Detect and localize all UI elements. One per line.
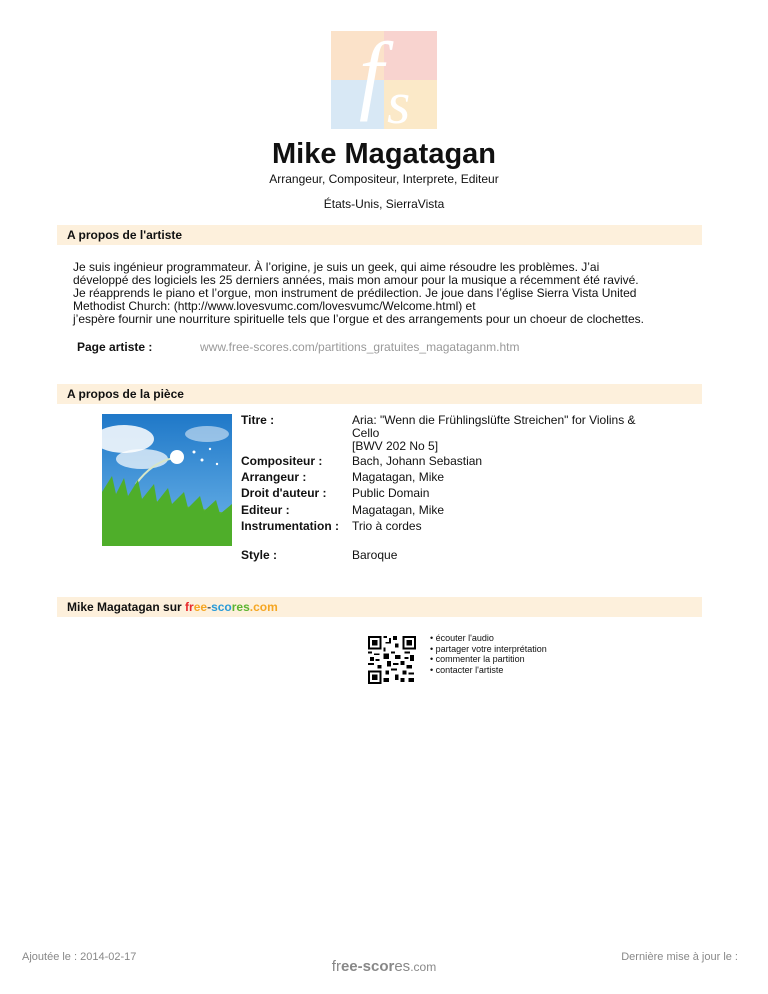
arranger-label: Arrangeur :: [241, 470, 307, 484]
artist-page-link[interactable]: www.free-scores.com/partitions_gratuites_magataganm.htm: [200, 340, 520, 354]
brand-part: ee-scor: [340, 958, 395, 975]
style-value: Baroque: [352, 548, 398, 562]
brand-part: es: [394, 958, 411, 975]
site-part: -: [207, 600, 212, 614]
about-piece-header: [57, 384, 702, 404]
site-part: sco: [211, 600, 232, 614]
free-scores-logo: [331, 31, 437, 129]
about-artist-header: [57, 225, 702, 245]
site-part: res: [231, 600, 250, 614]
added-date: Ajoutée le : 2014-02-17: [22, 951, 137, 963]
on-site-header: [57, 597, 702, 617]
site-part: ee: [193, 600, 208, 614]
copyright-label: Droit d'auteur :: [241, 486, 327, 500]
publisher-label: Editeur :: [241, 503, 290, 517]
feature-share-performance[interactable]: • partager votre interprétation: [430, 643, 547, 654]
title-line: Cello: [352, 426, 380, 440]
feature-listen-audio[interactable]: • écouter l'audio: [430, 633, 494, 643]
artist-bio: [73, 261, 703, 326]
artist-name: Mike Magatagan: [272, 138, 496, 170]
bio-line: j’espère fournir une nourriture spirituelle tels que l’orgue et des arrangements pour un choeur de clochettes.: [73, 312, 644, 326]
site-part: .com: [249, 600, 278, 614]
last-updated: Dernière mise à jour le :: [621, 951, 738, 963]
bio-line: Je réapprends le piano et l’orgue, mon instrument de prédilection. Je joue dans l’église Sierra Vista United: [73, 286, 637, 300]
composer-label: Compositeur :: [241, 454, 323, 468]
brand-part: fr: [331, 958, 341, 975]
svg-text:s: s: [387, 70, 411, 129]
bio-line: Je suis ingénieur programmateur. À l’origine, je suis un geek, qui aime résoudre les problèmes. J’ai: [73, 260, 600, 274]
artist-location: États-Unis, SierraVista: [323, 197, 445, 211]
arranger-value: Magatagan, Mike: [352, 470, 445, 484]
bio-line: Methodist Church: (http://www.lovesvumc.com/lovesvumc/Welcome.html) et: [73, 299, 476, 313]
about-piece-heading: A propos de la pièce: [67, 387, 184, 401]
artist-page-label: Page artiste :: [77, 340, 153, 354]
instrumentation-label: Instrumentation :: [241, 519, 339, 533]
artist-roles: Arrangeur, Compositeur, Interprete, Editeur: [269, 172, 499, 186]
feature-contact-artist[interactable]: • contacter l'artiste: [430, 664, 504, 675]
title-line: Aria: "Wenn die Frühlingslüfte Streichen" for Violins &: [352, 413, 636, 427]
title-value: [352, 414, 636, 453]
svg-text:f: f: [359, 31, 384, 123]
title-label: Titre :: [241, 413, 275, 427]
publisher-value: Magatagan, Mike: [352, 503, 445, 517]
piece-cover-image: [102, 414, 232, 546]
on-site-prefix: Mike Magatagan sur: [67, 600, 186, 614]
brand-part: .com: [410, 960, 437, 974]
about-artist-heading: A propos de l'artiste: [67, 228, 183, 242]
bio-line: développé des logiciels les 25 derniers années, mais mon amour pour la musique a récemment été ravivé.: [73, 273, 639, 287]
instrumentation-value: Trio à cordes: [352, 519, 422, 533]
style-label: Style :: [241, 548, 278, 562]
title-line: [BWV 202 No 5]: [352, 439, 439, 453]
site-features-list: [430, 633, 547, 675]
qr-code-icon[interactable]: [368, 636, 416, 684]
copyright-value: Public Domain: [352, 486, 430, 500]
feature-comment-score[interactable]: • commenter la partition: [430, 654, 525, 664]
site-part: fr: [185, 600, 194, 614]
composer-value: Bach, Johann Sebastian: [352, 454, 483, 468]
